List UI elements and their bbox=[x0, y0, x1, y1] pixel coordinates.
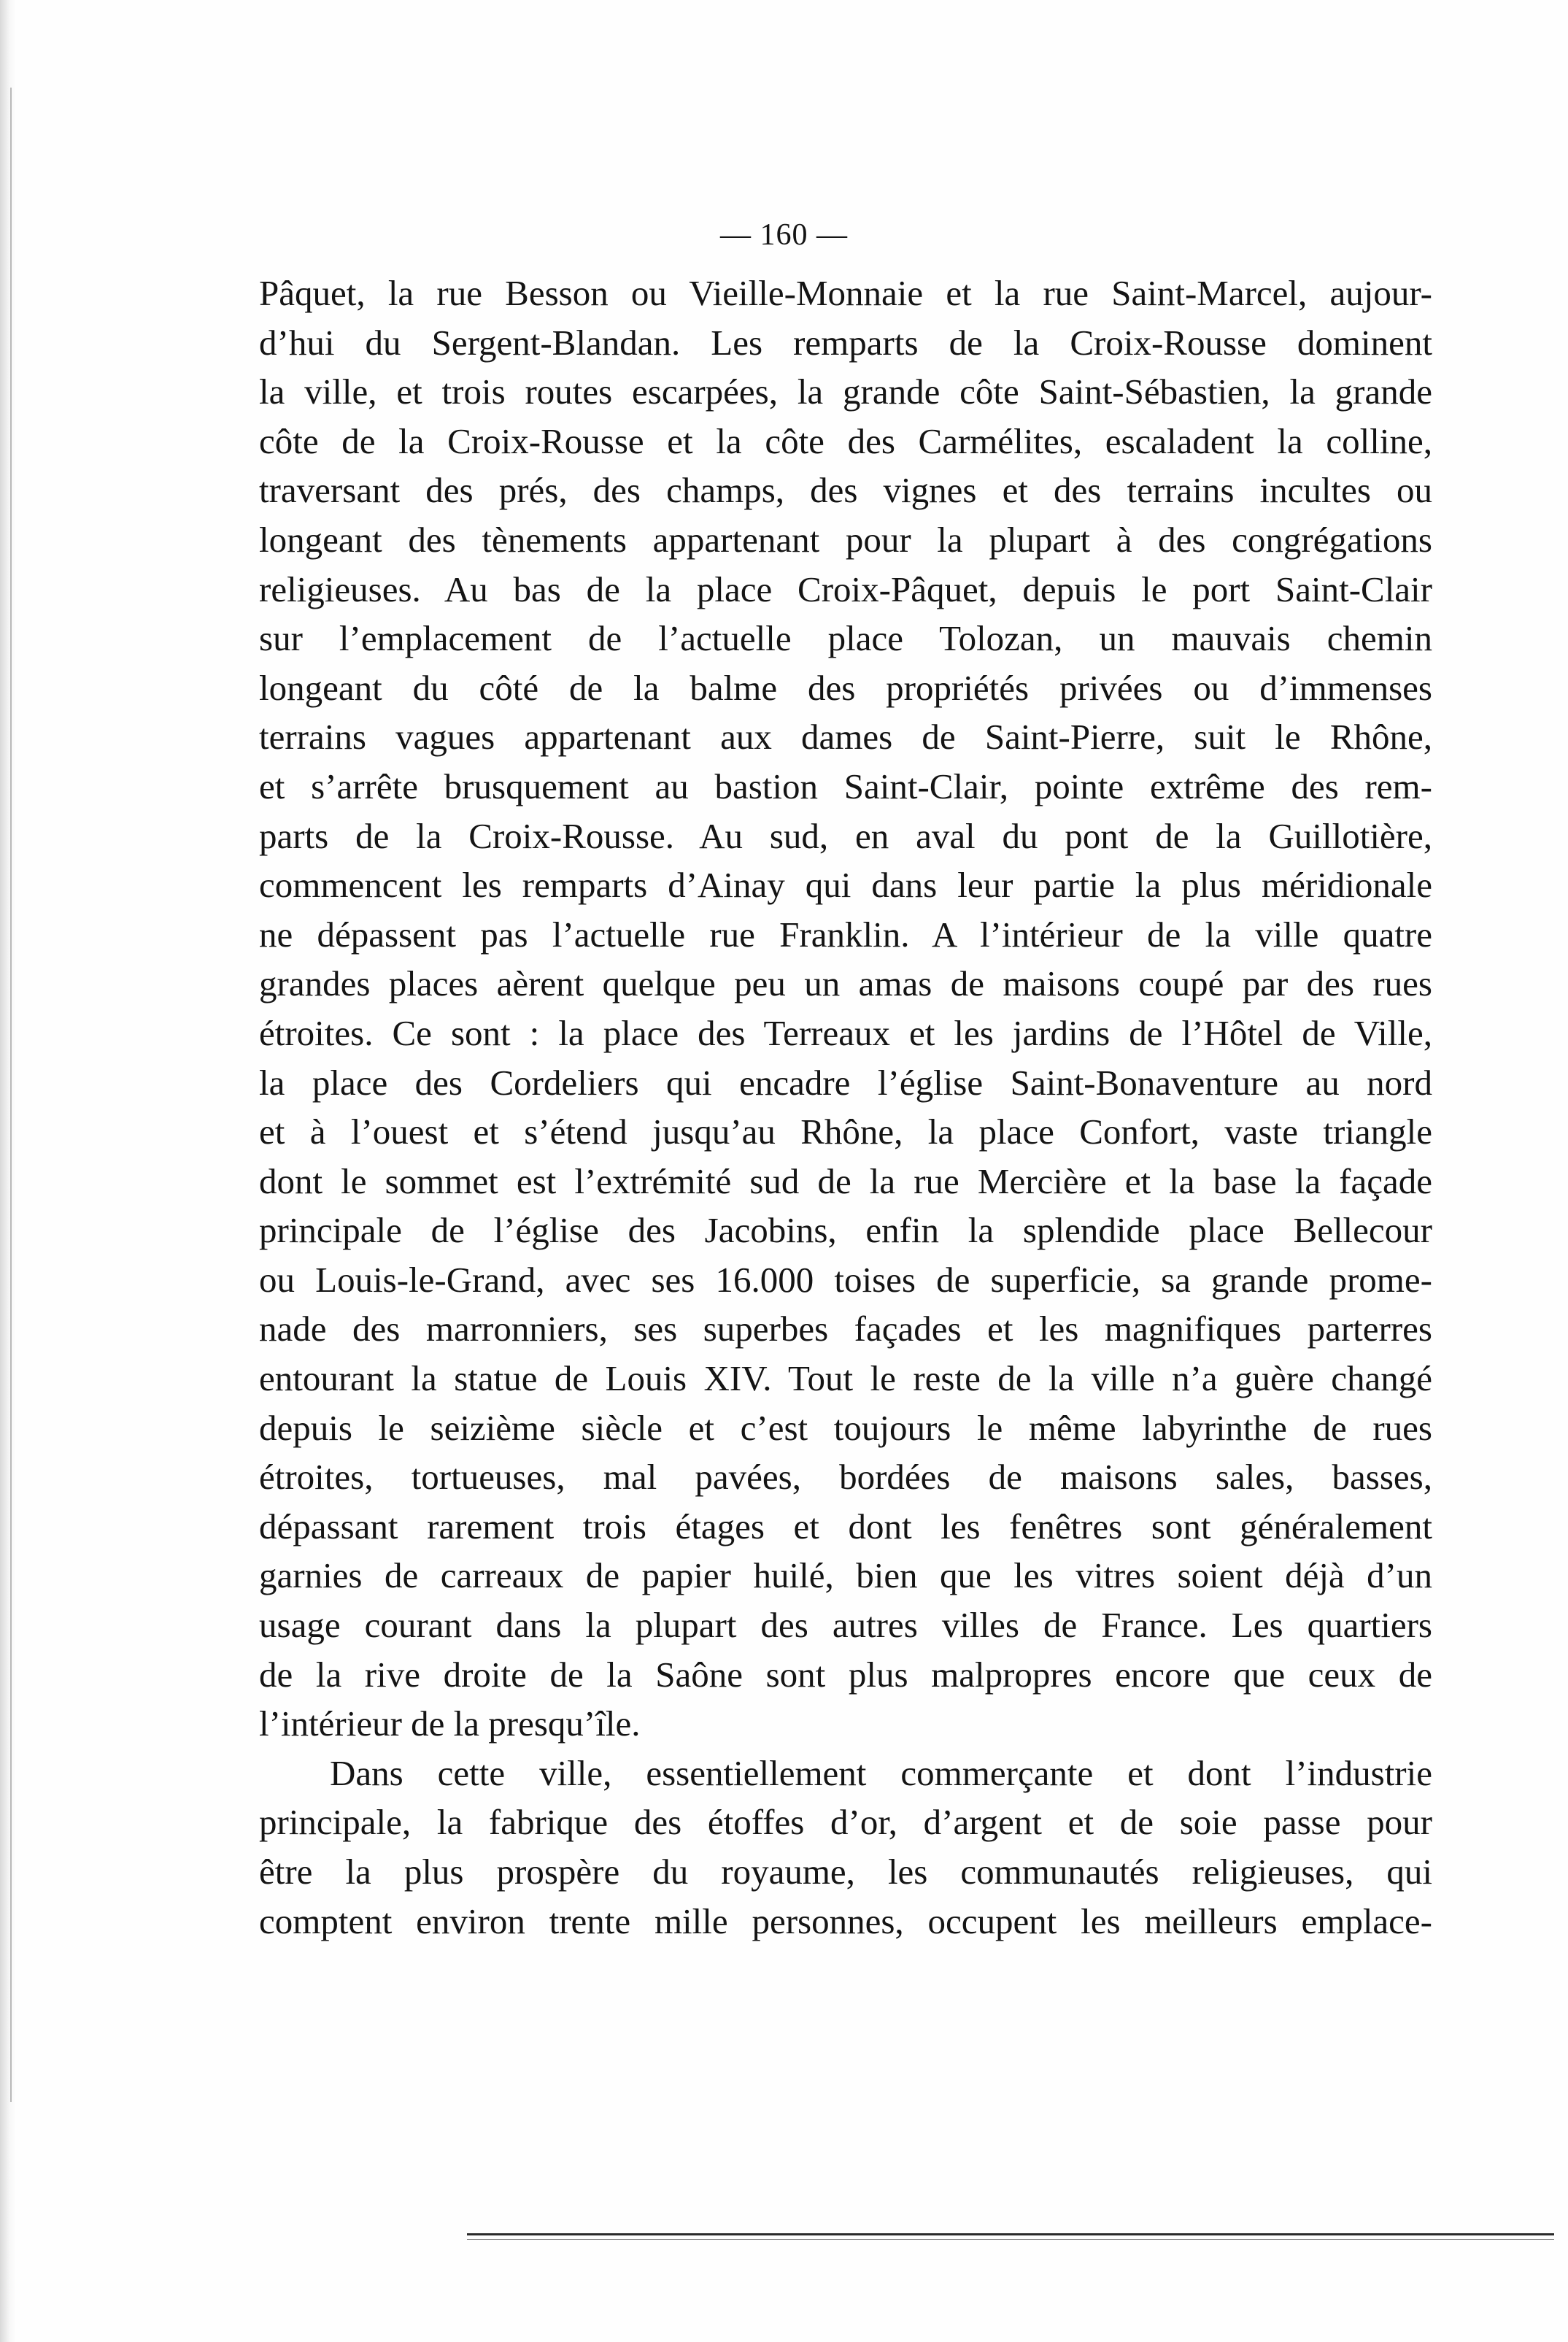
bottom-scan-rule-thin bbox=[467, 2239, 1554, 2240]
text-line: entourant la statue de Louis XIV. Tout le reste de la ville n’a guère changé bbox=[259, 1358, 1432, 1399]
text-line: comptent environ trente mille personnes, occupent les meilleurs emplace- bbox=[259, 1900, 1432, 1941]
text-line: longeant des tènements appartenant pour la plupart à des congrégations bbox=[259, 519, 1432, 560]
body-text bbox=[259, 269, 1432, 1946]
text-line: et s’arrête brusquement au bastion Saint-Clair, pointe extrême des rem- bbox=[259, 766, 1432, 806]
text-line: terrains vagues appartenant aux dames de Saint-Pierre, suit le Rhône, bbox=[259, 717, 1432, 758]
text-line: côte de la Croix-Rousse et la côte des Carmélites, escaladent la colline, bbox=[259, 420, 1432, 461]
text-line: commencent les remparts d’Ainay qui dans leur partie la plus méridionale bbox=[259, 865, 1432, 906]
text-line: de la rive droite de la Saône sont plus malpropres encore que ceux de bbox=[259, 1654, 1432, 1695]
text-line: Dans cette ville, essentiellement commerçante et dont l’industrie bbox=[330, 1752, 1432, 1793]
text-line: ou Louis-le-Grand, avec ses 16.000 toises de superficie, sa grande prome- bbox=[259, 1259, 1432, 1300]
text-line: étroites. Ce sont : la place des Terreaux et les jardins de l’Hôtel de Ville, bbox=[259, 1012, 1432, 1053]
scan-artifact-line bbox=[10, 88, 12, 2102]
text-line: religieuses. Au bas de la place Croix-Pâquet, depuis le port Saint-Clair bbox=[259, 569, 1432, 609]
text-line: ne dépassent pas l’actuelle rue Franklin. A l’intérieur de la ville quatre bbox=[259, 914, 1432, 955]
text-line: dont le sommet est l’extrémité sud de la rue Mercière et la base la façade bbox=[259, 1160, 1432, 1201]
text-line: et à l’ouest et s’étend jusqu’au Rhône, la place Confort, vaste triangle bbox=[259, 1112, 1432, 1152]
text-line: la place des Cordeliers qui encadre l’église Saint-Bonaventure au nord bbox=[259, 1062, 1432, 1103]
text-line: dépassant rarement trois étages et dont les fenêtres sont généralement bbox=[259, 1506, 1432, 1546]
text-line: sur l’emplacement de l’actuelle place Tolozan, un mauvais chemin bbox=[259, 618, 1432, 659]
text-line: grandes places aèrent quelque peu un amas de maisons coupé par des rues bbox=[259, 963, 1432, 1004]
text-line: principale de l’église des Jacobins, enfin la splendide place Bellecour bbox=[259, 1210, 1432, 1251]
text-line: depuis le seizième siècle et c’est toujours le même labyrinthe de rues bbox=[259, 1407, 1432, 1448]
text-line: l’intérieur de la presqu’île. bbox=[259, 1703, 641, 1744]
text-line: être la plus prospère du royaume, les communautés religieuses, qui bbox=[259, 1852, 1432, 1892]
text-line: d’hui du Sergent-Blandan. Les remparts de la Croix-Rousse dominent bbox=[259, 322, 1432, 363]
text-line: nade des marronniers, ses superbes façades et les magnifiques parterres bbox=[259, 1309, 1432, 1349]
bottom-scan-rule bbox=[467, 2233, 1554, 2235]
text-line: parts de la Croix-Rousse. Au sud, en aval du pont de la Guillotière, bbox=[259, 815, 1432, 856]
paragraph-2 bbox=[259, 1749, 1432, 1946]
text-line: longeant du côté de la balme des propriétés privées ou d’immenses bbox=[259, 667, 1432, 708]
text-line: usage courant dans la plupart des autres villes de France. Les quartiers bbox=[259, 1605, 1432, 1646]
text-line: principale, la fabrique des étoffes d’or, d’argent et de soie passe pour bbox=[259, 1802, 1432, 1843]
text-line: étroites, tortueuses, mal pavées, bordées de maisons sales, basses, bbox=[259, 1457, 1432, 1498]
text-line: la ville, et trois routes escarpées, la grande côte Saint-Sébastien, la grande bbox=[259, 371, 1432, 412]
text-line: Pâquet, la rue Besson ou Vieille-Monnaie et la rue Saint-Marcel, aujour- bbox=[259, 273, 1432, 313]
paragraph-1 bbox=[259, 269, 1432, 1749]
page-binding-shadow bbox=[0, 0, 16, 2342]
text-line: traversant des prés, des champs, des vignes et des terrains incultes ou bbox=[259, 470, 1432, 511]
text-line: garnies de carreaux de papier huilé, bien que les vitres soient déjà d’un bbox=[259, 1555, 1432, 1596]
page-number: — 160 — bbox=[720, 218, 848, 252]
